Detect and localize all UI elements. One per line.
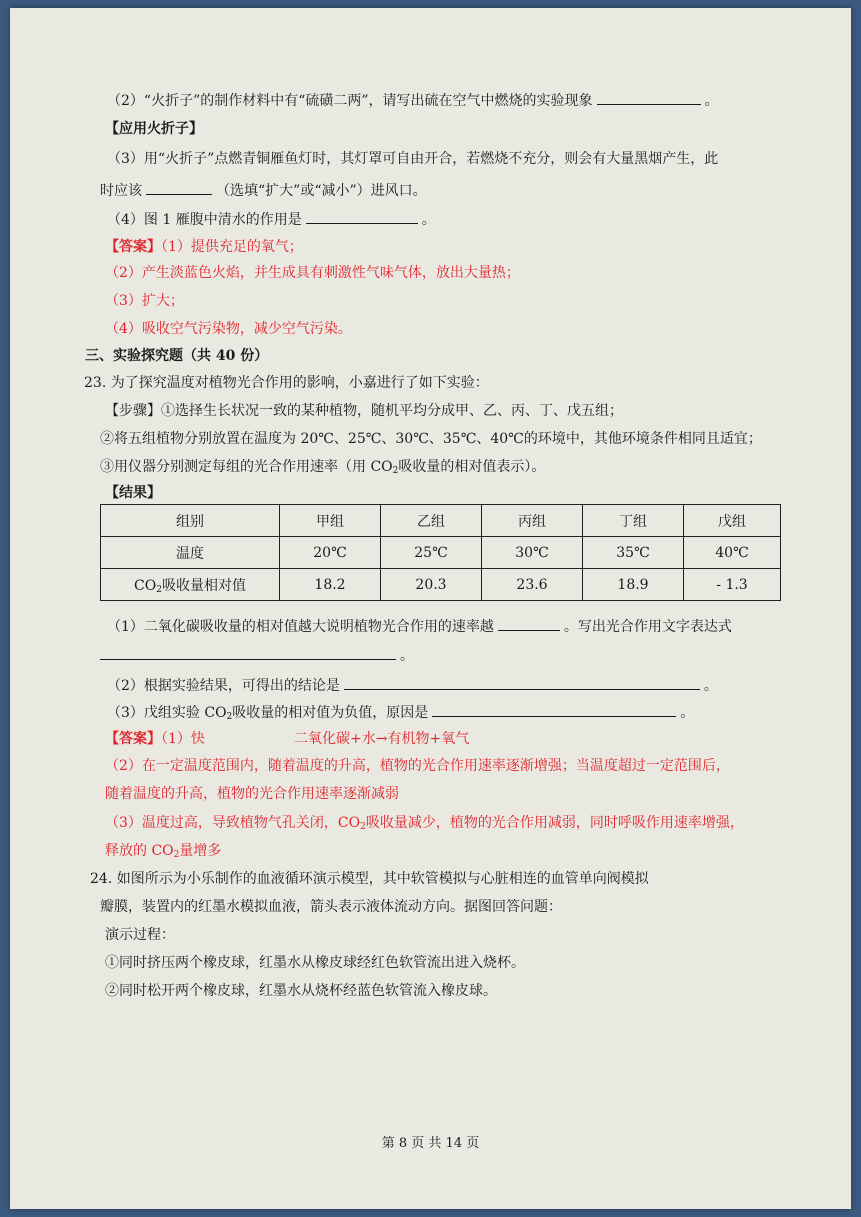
q23-intro: 23. 为了探究温度对植物光合作用的影响，小嘉进行了如下实验： — [84, 375, 489, 391]
q23-step3: ③用仪器分别测定每组的光合作用速率（用 $CO_2$吸收量的相对值表示）。 — [100, 459, 546, 476]
table-cell: 甲组 — [280, 505, 381, 537]
q23-answer-3-cont: 释放的 $CO_2$量增多 — [105, 843, 222, 860]
q24-demo-step1: ①同时挤压两个橡皮球，红墨水从橡皮球经红色软管流出进入烧杯。 — [105, 955, 525, 971]
table-row — [101, 537, 781, 569]
q23-answer-2-cont: 随着温度的升高，植物的光合作用速率逐渐减弱 — [105, 786, 399, 802]
table-cell: 20.3 — [381, 569, 482, 601]
table-cell: 18.9 — [583, 569, 684, 601]
table-cell: 组别 — [101, 505, 280, 537]
q22-part4: （4）图 1 雁腹中清水的作用是 。 — [107, 209, 436, 229]
q24-demo-step2: ②同时松开两个橡皮球，红墨水从烧杯经蓝色软管流入橡皮球。 — [105, 983, 497, 999]
answer-blank — [432, 702, 676, 717]
table-cell: 温度 — [101, 537, 280, 569]
table-cell: 23.6 — [482, 569, 583, 601]
table-cell: - 1.3 — [684, 569, 781, 601]
table-cell: 乙组 — [381, 505, 482, 537]
table-row — [101, 569, 781, 601]
q23-answer-2: （2）在一定温度范围内，随着温度的升高，植物的光合作用速率逐渐增强；当温度超过一定范围后， — [105, 758, 730, 774]
q24-intro: 24. 如图所示为小乐制作的血液循环演示模型，其中软管模拟与心脏相连的血管单向阀模拟 — [90, 871, 649, 887]
q23-answer-1: 【答案】（1）快 — [105, 731, 205, 747]
q23-part2: （2）根据实验结果，可得出的结论是 。 — [107, 675, 718, 695]
q23-step2: ②将五组植物分别放置在温度为 20℃、25℃、30℃、35℃、40℃的环境中，其他环境条件相同且适宜； — [100, 431, 762, 447]
q22-part3: （3）用“火折子”点燃青铜雁鱼灯时，其灯罩可自由开合，若燃烧不充分，则会有大量黑烟产生，此 — [107, 151, 719, 167]
table-cell: 戊组 — [684, 505, 781, 537]
table-cell: $CO_2$吸收量相对值 — [101, 569, 280, 601]
q23-part3: （3）戊组实验 $CO_2$吸收量的相对值为负值，原因是 。 — [107, 702, 694, 726]
table-cell: 丙组 — [482, 505, 583, 537]
table-cell: 18.2 — [280, 569, 381, 601]
q23-part1: （1）二氧化碳吸收量的相对值越大说明植物光合作用的速率越 。写出光合作用文字表达式 — [107, 616, 732, 636]
table-row — [101, 505, 781, 537]
answer-blank — [498, 616, 560, 631]
q23-part1-cont: 。 — [100, 645, 414, 665]
answer-blank — [306, 209, 418, 224]
q23-answer-3: （3）温度过高，导致植物气孔关闭，$CO_2$吸收量减少，植物的光合作用减弱，同时呼吸作用速率增强， — [105, 815, 744, 832]
q22-part2: （2）“火折子”的制作材料中有“硫磺二两”，请写出硫在空气中燃烧的实验现象 。 — [107, 90, 719, 110]
q22-answer-2: （2）产生淡蓝色火焰，并生成具有刺激性气味气体，放出大量热； — [105, 265, 520, 281]
answer-blank — [344, 675, 700, 690]
section-title: 三、实验探究题（共 40 份） — [85, 348, 269, 364]
q22-part3-cont: 时应该 （选填“扩大”或“减小”）进风口。 — [100, 180, 427, 200]
document-page — [10, 8, 851, 1209]
q24-demo-heading: 演示过程： — [105, 927, 175, 943]
q22-answer-3: （3）扩大； — [105, 293, 184, 309]
table-cell: 35℃ — [583, 537, 684, 569]
result-heading: 【结果】 — [105, 485, 161, 501]
q22-answer-1: 【答案】（1）提供充足的氧气； — [105, 239, 303, 255]
table-cell: 30℃ — [482, 537, 583, 569]
page-footer: 第 8 页 共 14 页 — [381, 1136, 480, 1151]
table-cell: 丁组 — [583, 505, 684, 537]
q23-answer-1-formula: 二氧化碳+水→有机物+氧气 — [294, 731, 470, 747]
results-table — [100, 504, 781, 601]
answer-blank — [100, 645, 396, 660]
apply-heading: 【应用火折子】 — [105, 121, 203, 137]
table-cell: 20℃ — [280, 537, 381, 569]
answer-blank — [146, 180, 212, 195]
table-cell: 40℃ — [684, 537, 781, 569]
q24-intro-cont: 瓣膜，装置内的红墨水模拟血液，箭头表示液体流动方向。据图回答问题： — [100, 899, 562, 915]
q23-step1: 【步骤】①选择生长状况一致的某种植物，随机平均分成甲、乙、丙、丁、戊五组； — [105, 403, 623, 419]
q22-answer-4: （4）吸收空气污染物，减少空气污染。 — [105, 321, 352, 337]
table-cell: 25℃ — [381, 537, 482, 569]
answer-blank — [597, 90, 701, 105]
